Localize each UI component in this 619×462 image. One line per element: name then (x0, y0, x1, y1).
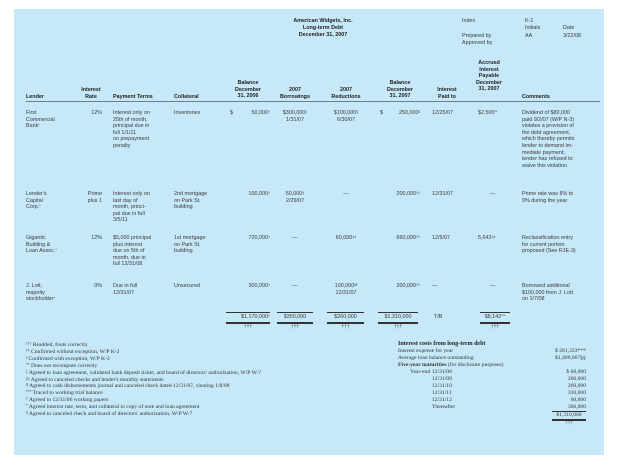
col-interest-paid-to: Interest Paid to (437, 87, 457, 100)
interest-rate: Prime plus 1 (87, 191, 102, 204)
lender-name: Lender's Capital Corp.* (26, 191, 47, 211)
initials-label: Initials (525, 25, 541, 31)
maturities-heading: Five-year maturities (for disclosure purposes) (398, 362, 504, 368)
reductions: $100,000§ 6/30/07 (333, 110, 359, 123)
col-accrued-interest: Accrued Interest Payable December 31, 2007 (475, 60, 503, 93)
lender-name: First Commercial Bank* (26, 110, 55, 130)
tick-mark-icon: ††† (243, 323, 253, 330)
index-value: K-1 (525, 18, 534, 24)
year-end-label: Year-end (410, 369, 431, 375)
worksheet-title: Long-term Debt (302, 25, 344, 31)
interest-expense-value: $ 281,333*** (555, 348, 586, 354)
accrued-interest: — (490, 191, 496, 197)
tick-mark-icon: ††† (393, 323, 403, 330)
legend-item: † Agreed to 12/31/06 working papers (26, 397, 109, 404)
legend-item: †† Confirmed without exception, W/P K-2 (26, 348, 120, 355)
tick-mark-icon: ††† (490, 323, 500, 330)
reductions: 60,000‡‡ (335, 235, 357, 241)
total-accrued-interest: $8,142*** ††† (480, 312, 510, 330)
legend-item: ‡ Agreed to loan agreement, validated bank deposit ticket, and board of directors' authorization, W/P W-7 (26, 369, 262, 376)
col-borrowings: 2007 Borrowings (280, 87, 310, 100)
total-borrowings: $350,000 ††† (277, 312, 313, 330)
total-reductions: $260,000 ††† (327, 312, 364, 330)
maturity-label: 12/31/08 (432, 369, 452, 375)
index-label: Index (462, 18, 476, 24)
tick-mark-icon: ††† (341, 323, 350, 330)
prepared-by-initials: AA (525, 33, 533, 39)
borrowings: 50,000‡ 2/29/07 (285, 191, 305, 204)
legend-item: § Agreed to canceled check and board of directors' authorization, W/P W-7 (26, 411, 193, 418)
col-lender: Lender (26, 94, 44, 100)
legend-item: ‖ Confirmed with exception, W/P K-3 (26, 355, 110, 362)
comments: Borrowed additional $100,000 from J. Lott on 1/7/08 (522, 283, 573, 303)
maturity-value: 60,000 (570, 397, 586, 403)
tick-mark-icon: ‖ (26, 355, 28, 360)
balance-2006-prefix: $ (230, 110, 233, 116)
interest-rate: 0% (94, 283, 102, 289)
company-name: American Widgets, Inc. (293, 18, 353, 24)
balance-2006: 100,000† (248, 191, 270, 197)
maturity-value: 260,000 (567, 383, 586, 389)
tickmark-legend (26, 342, 261, 418)
comments: Reclassification entry for current portion proposed (See RJE-3) (522, 235, 576, 255)
interest-expense-label: Interest expense for year (398, 348, 454, 354)
legend-item: ‖‖ Agreed to cash disbursements journal and canceled check dated 12/31/07, clearing 1/8/08 (26, 383, 230, 390)
tick-mark-icon: ‡‡ (26, 376, 30, 381)
interest-rate: 12% (91, 235, 102, 241)
tick-mark-icon: ** (26, 362, 30, 367)
tick-mark-icon: ††† (290, 323, 300, 330)
balance-2006: 300,000† (248, 283, 270, 289)
avg-loan-balance-label: Average loan balance outstanding (398, 355, 474, 361)
tick-mark-icon: *** (26, 390, 32, 395)
legend-item: ††† Readded, foots correctly (26, 342, 88, 348)
legend-item: ‡‡ Agreed to canceled checks and lender's monthly statements (26, 376, 164, 383)
col-collateral: Collateral (174, 94, 199, 100)
col-balance-2006: Balance December 31, 2006 (234, 80, 262, 100)
maturity-label: 12/31/10 (432, 383, 452, 389)
balance-2007: 250,000‖ (399, 110, 420, 116)
payment-terms: Interest only on 25th of month, principal due in full 1/1/11 no prepayment penalty (113, 110, 150, 149)
legend-item: * Agreed interest rate, term, and collateral to copy of note and loan agreement (26, 404, 200, 411)
worksheet-date: December 31, 2007 (298, 32, 348, 38)
prepared-by-date: 3/22/08 (563, 33, 581, 39)
tick-mark-icon: †† (26, 348, 30, 353)
interest-paid-to: — (432, 283, 438, 289)
interest-costs-heading: Interest costs from long-term debt (398, 341, 486, 347)
collateral: Unsecured (174, 283, 201, 289)
col-payment-terms: Payment Terms (113, 94, 153, 100)
tick-mark-icon: § (26, 411, 28, 416)
maturity-value: 310,000 (567, 390, 586, 396)
interest-rate: 12% (91, 110, 102, 116)
collateral: Inventories (174, 110, 201, 116)
approved-by-label: Approved by (462, 40, 493, 46)
tick-mark-icon: † (26, 397, 28, 402)
maturity-value: 360,000 (567, 404, 586, 410)
col-comments: Comments (522, 94, 550, 100)
col-reductions: 2007 Reductions (331, 87, 361, 100)
tick-mark-icon: * (26, 404, 28, 409)
maturity-label: Thereafter (432, 404, 456, 410)
collateral: 2nd mortgage on Park St. building (174, 191, 208, 211)
payment-terms: Interest only on last day of month, princi- pal due in full 3/5/11 (113, 191, 150, 224)
tick-mark-icon: ‡ (26, 369, 28, 374)
maturities-total: $1,310,000 ††† (552, 411, 586, 428)
accrued-interest: $2,500** (478, 110, 498, 116)
balance-2007: 200,000†† (396, 191, 420, 197)
accrued-interest: 5,642‡‡ (478, 235, 496, 241)
balance-2006: 720,000† (248, 235, 270, 241)
tick-mark-icon: ‖‖ (26, 383, 29, 388)
reductions: 100,000‖‖ 12/31/07 (334, 283, 358, 296)
maturity-value: 260,000 (567, 376, 586, 382)
maturity-label: 12/31/12 (432, 397, 452, 403)
balance-2007: 200,000†† (396, 283, 420, 289)
header-rule (26, 101, 600, 102)
tick-mark-icon: ††† (565, 420, 573, 426)
balance-2007: 660,000†† (396, 235, 420, 241)
legend-item: ** Does not recompute correctly (26, 362, 98, 369)
payment-terms: $5,000 principal plus interest due on 5th of month, due in full 12/31/08 (113, 235, 152, 268)
maturity-label: 12/31/11 (432, 390, 452, 396)
total-balance-2007: $1,310,000 ††† (378, 312, 418, 330)
avg-loan-balance-value: $1,406,667§§ (555, 355, 586, 361)
borrowings: — (292, 283, 298, 289)
maturity-value: $ 60,000 (566, 369, 586, 375)
balance-2007-prefix: $ (380, 110, 383, 116)
date-label: Date (563, 25, 575, 31)
accrued-interest: — (490, 283, 496, 289)
total-trial-balance-ref: T/B (434, 314, 443, 320)
comments: Dividend of $80,000 paid 9/2/07 (W/P N-3) violates a provision of the debt agreement, which thereby permits lender to demand im- mediate payment; lender has refused to waive this violation (522, 110, 575, 169)
interest-paid-to: 12/5/07 (432, 235, 450, 241)
interest-paid-to: 12/31/07 (432, 191, 453, 197)
borrowings: — (292, 235, 298, 241)
collateral: 1st mortgage on Park St. building (174, 235, 206, 255)
interest-paid-to: 12/25/07 (432, 110, 453, 116)
tick-mark-icon: ††† (26, 342, 32, 346)
maturity-label: 12/31/09 (432, 376, 452, 382)
col-interest-rate: Interest Rate (81, 87, 101, 100)
lender-name: J. Lott, majority stockholder* (26, 283, 55, 303)
lender-name: Gigantic Building & Loan Assoc.* (26, 235, 57, 255)
payment-terms: Due in full 12/31/07 (113, 283, 137, 296)
legend-item: *** Traced to working trial balance (26, 390, 103, 397)
prepared-by-label: Prepared by (462, 33, 492, 39)
col-balance-2007: Balance December 31, 2007 (386, 80, 414, 100)
comments: Prime rate was 8% to 9% during the year (522, 191, 574, 204)
total-balance-2006: $1,170,000† ††† (226, 312, 270, 330)
borrowings: $300,000‡ 1/31/07 (282, 110, 308, 123)
reductions: — (343, 191, 349, 197)
balance-2006: 50,000† (251, 110, 270, 116)
